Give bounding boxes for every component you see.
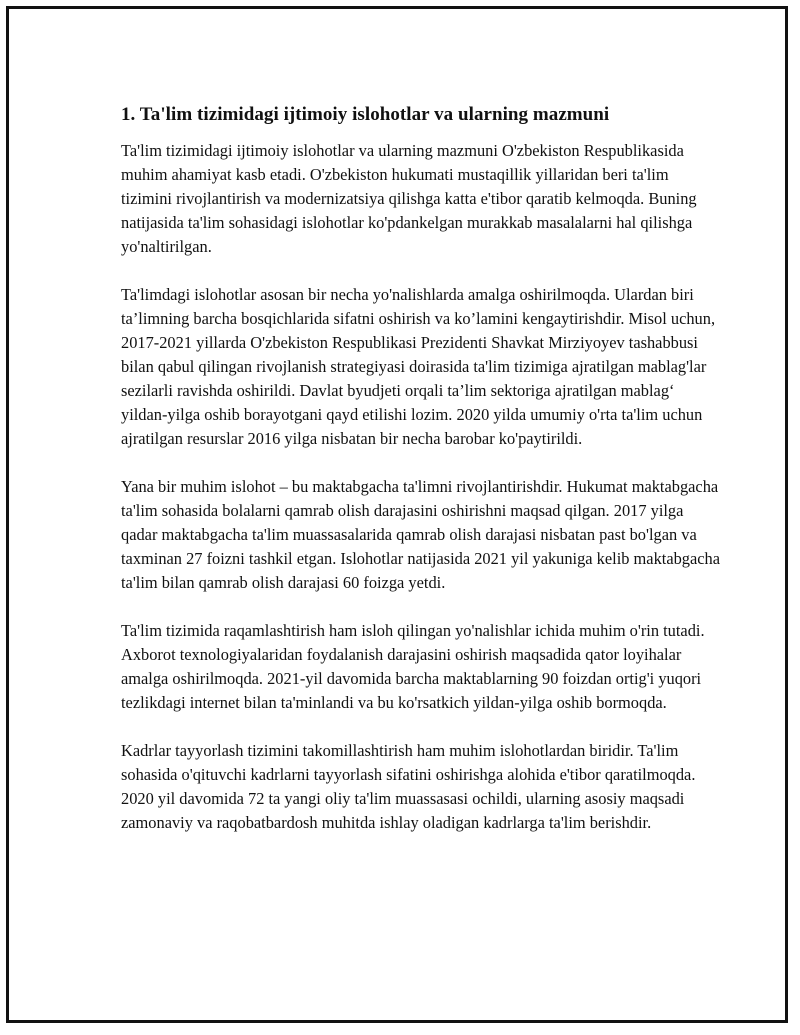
paragraph-5: Kadrlar tayyorlash tizimini takomillashtirish ham muhim islohotlardan biridir. Ta'lim sohasida o'qituvchi kadrlarni tayyorlash sifatini oshirishga alohida e'tibor qaratilmoqda. 2020 yil davomida 72 ta yangi oliy ta'lim muassasasi ochildi, ularning asosiy maqsadi zamonaviy va raqobatbardosh muhitda ishlay oladigan kadrlarga ta'lim berishdir. (121, 741, 696, 832)
paragraph-4: Ta'lim tizimida raqamlashtirish ham isloh qilingan yo'nalishlar ichida muhim o'rin tutadi. Axborot texnologiyalaridan foydalanish darajasini oshirish maqsadida qator loyihalar amalga oshirilmoqda. 2021-yil davomida barcha maktablarning 90 foizdan ortig'i yuqori tezlikdagi internet bilan ta'minlandi va bu ko'rsatkich yildan-yilga oshib bormoqda. (121, 621, 705, 712)
document-body (121, 103, 721, 859)
paragraph-2: Ta'limdagi islohotlar asosan bir necha yo'nalishlarda amalga oshirilmoqda. Ulardan biri ta’limning barcha bosqichlarida sifatni oshirish va ko’lamini kengaytirishdir. Misol uchun, 2017-2021 yillarda O'zbekiston Respublikasi Prezidenti Shavkat Mirziyoyev tashabbusi bilan qabul qilingan rivojlanish strategiyasi doirasida ta'lim tizimiga ajratilgan mablag'lar sezilarli ravishda oshirildi. Davlat byudjeti orqali ta’lim sektoriga ajratilgan mablag‘ yildan-yilga oshib borayotgani qayd etilishi lozim. 2020 yilda umumiy o'rta ta'lim uchun ajratilgan resurslar 2016 yilga nisbatan bir necha barobar ko'paytirildi. (121, 285, 716, 448)
paragraph-1: Ta'lim tizimidagi ijtimoiy islohotlar va ularning mazmuni O'zbekiston Respublikasida muhim ahamiyat kasb etadi. O'zbekiston hukumati mustaqillik yillaridan beri ta'lim tizimini rivojlantirish va modernizatsiya qilishga katta e'tibor qaratib kelmoqda. Buning natijasida ta'lim sohasidagi islohotlar ko'pdankelgan murakkab masalalarni hal qilishga yo'naltirilgan. (121, 141, 697, 256)
paragraph-3: Yana bir muhim islohot – bu maktabgacha ta'limni rivojlantirishdir. Hukumat maktabgacha ta'lim sohasida bolalarni qamrab olish darajasini oshirishni maqsad qilgan. 2017 yilga qadar maktabgacha ta'lim muassasalarida qamrab olish darajasi nisbatan past bo'lgan va taxminan 27 foizni tashkil etgan. Islohotlar natijasida 2021 yil yakuniga kelib maktabgacha ta'lim bilan qamrab olish darajasi 60 foizga yetdi. (121, 477, 721, 592)
section-title: 1. Ta'lim tizimidagi ijtimoiy islohotlar va ularning mazmuni (121, 104, 610, 125)
page-border (6, 6, 788, 1023)
